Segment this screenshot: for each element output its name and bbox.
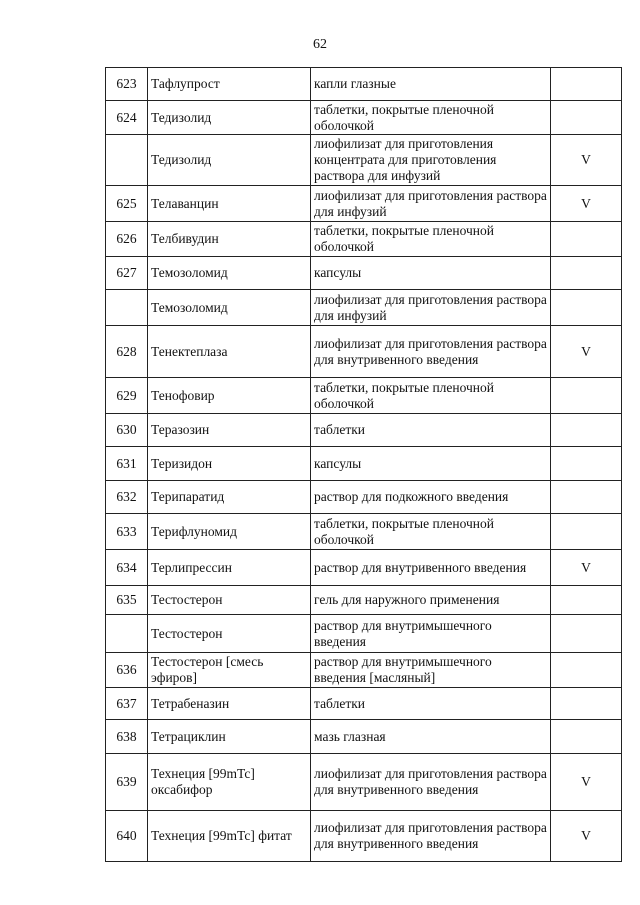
mark-cell: [551, 481, 622, 514]
drug-name: Тенектеплаза: [148, 326, 311, 378]
dosage-form: раствор для подкожного введения: [311, 481, 551, 514]
drug-name: Тестостерон: [148, 586, 311, 615]
table-row: [106, 186, 622, 222]
table-row: [106, 754, 622, 811]
mark-cell: [551, 586, 622, 615]
row-number: 623: [106, 68, 148, 101]
drug-name: Тафлупрост: [148, 68, 311, 101]
table-row: [106, 514, 622, 550]
dosage-form: лиофилизат для приготовления концентрата для приготовления раствора для инфузий: [311, 135, 551, 186]
drug-name: Темозоломид: [148, 257, 311, 290]
mark-cell: V: [551, 550, 622, 586]
page-number: 62: [313, 37, 327, 52]
dosage-form: таблетки: [311, 688, 551, 720]
row-number: 633: [106, 514, 148, 550]
table-row: [106, 447, 622, 481]
dosage-form: мазь глазная: [311, 720, 551, 754]
dosage-form: таблетки, покрытые пленочной оболочкой: [311, 378, 551, 414]
row-number: 636: [106, 653, 148, 688]
table-row: [106, 720, 622, 754]
mark-cell: [551, 688, 622, 720]
table-row: [106, 68, 622, 101]
drug-name: Телбивудин: [148, 222, 311, 257]
table-row: [106, 615, 622, 653]
row-number: 630: [106, 414, 148, 447]
drug-name: Темозоломид: [148, 290, 311, 326]
table-row: [106, 257, 622, 290]
mark-cell: [551, 414, 622, 447]
drug-name: Терифлуномид: [148, 514, 311, 550]
row-number: 631: [106, 447, 148, 481]
mark-cell: [551, 222, 622, 257]
drug-name: Тестостерон [смесь эфиров]: [148, 653, 311, 688]
row-number: 624: [106, 101, 148, 135]
table-row: [106, 586, 622, 615]
table-row: [106, 481, 622, 514]
dosage-form: раствор для внутримышечного введения [масляный]: [311, 653, 551, 688]
row-number: 628: [106, 326, 148, 378]
drug-name: Телаванцин: [148, 186, 311, 222]
dosage-form: лиофилизат для приготовления раствора для инфузий: [311, 186, 551, 222]
mark-cell: [551, 615, 622, 653]
drug-name: Тетрациклин: [148, 720, 311, 754]
dosage-form: гель для наружного применения: [311, 586, 551, 615]
mark-cell: V: [551, 135, 622, 186]
dosage-form: таблетки, покрытые пленочной оболочкой: [311, 222, 551, 257]
table-row: [106, 550, 622, 586]
table-row: [106, 811, 622, 862]
dosage-form: таблетки: [311, 414, 551, 447]
dosage-form: капсулы: [311, 257, 551, 290]
dosage-form: лиофилизат для приготовления раствора для инфузий: [311, 290, 551, 326]
mark-cell: [551, 257, 622, 290]
dosage-form: капсулы: [311, 447, 551, 481]
table-row: [106, 378, 622, 414]
drug-table: [105, 67, 622, 862]
row-number: 637: [106, 688, 148, 720]
drug-name: Теразозин: [148, 414, 311, 447]
mark-cell: V: [551, 326, 622, 378]
mark-cell: [551, 378, 622, 414]
table-row: [106, 135, 622, 186]
row-number: 635: [106, 586, 148, 615]
drug-name: Тедизолид: [148, 135, 311, 186]
drug-name: Тестостерон: [148, 615, 311, 653]
table-row: [106, 290, 622, 326]
drug-name: Терлипрессин: [148, 550, 311, 586]
row-number: 625: [106, 186, 148, 222]
row-number: 640: [106, 811, 148, 862]
drug-name: Терипаратид: [148, 481, 311, 514]
row-number: 629: [106, 378, 148, 414]
mark-cell: V: [551, 186, 622, 222]
row-number: [106, 290, 148, 326]
mark-cell: [551, 514, 622, 550]
row-number: 634: [106, 550, 148, 586]
row-number: 638: [106, 720, 148, 754]
dosage-form: таблетки, покрытые пленочной оболочкой: [311, 101, 551, 135]
dosage-form: лиофилизат для приготовления раствора для внутривенного введения: [311, 754, 551, 811]
drug-name: Тедизолид: [148, 101, 311, 135]
mark-cell: V: [551, 811, 622, 862]
drug-name: Тетрабеназин: [148, 688, 311, 720]
row-number: 639: [106, 754, 148, 811]
dosage-form: лиофилизат для приготовления раствора для внутривенного введения: [311, 326, 551, 378]
row-number: 626: [106, 222, 148, 257]
dosage-form: лиофилизат для приготовления раствора для внутривенного введения: [311, 811, 551, 862]
table-row: [106, 653, 622, 688]
dosage-form: таблетки, покрытые пленочной оболочкой: [311, 514, 551, 550]
mark-cell: [551, 720, 622, 754]
drug-name: Теризидон: [148, 447, 311, 481]
mark-cell: [551, 68, 622, 101]
mark-cell: V: [551, 754, 622, 811]
table-row: [106, 101, 622, 135]
row-number: [106, 615, 148, 653]
mark-cell: [551, 447, 622, 481]
row-number: 632: [106, 481, 148, 514]
drug-name: Тенофовир: [148, 378, 311, 414]
table-row: [106, 414, 622, 447]
mark-cell: [551, 101, 622, 135]
dosage-form: раствор для внутримышечного введения: [311, 615, 551, 653]
dosage-form: раствор для внутривенного введения: [311, 550, 551, 586]
mark-cell: [551, 290, 622, 326]
drug-name: Технеция [99mTc] оксабифор: [148, 754, 311, 811]
table-row: [106, 326, 622, 378]
row-number: 627: [106, 257, 148, 290]
drug-name: Технеция [99mTc] фитат: [148, 811, 311, 862]
dosage-form: капли глазные: [311, 68, 551, 101]
table-row: [106, 222, 622, 257]
table-row: [106, 688, 622, 720]
row-number: [106, 135, 148, 186]
mark-cell: [551, 653, 622, 688]
